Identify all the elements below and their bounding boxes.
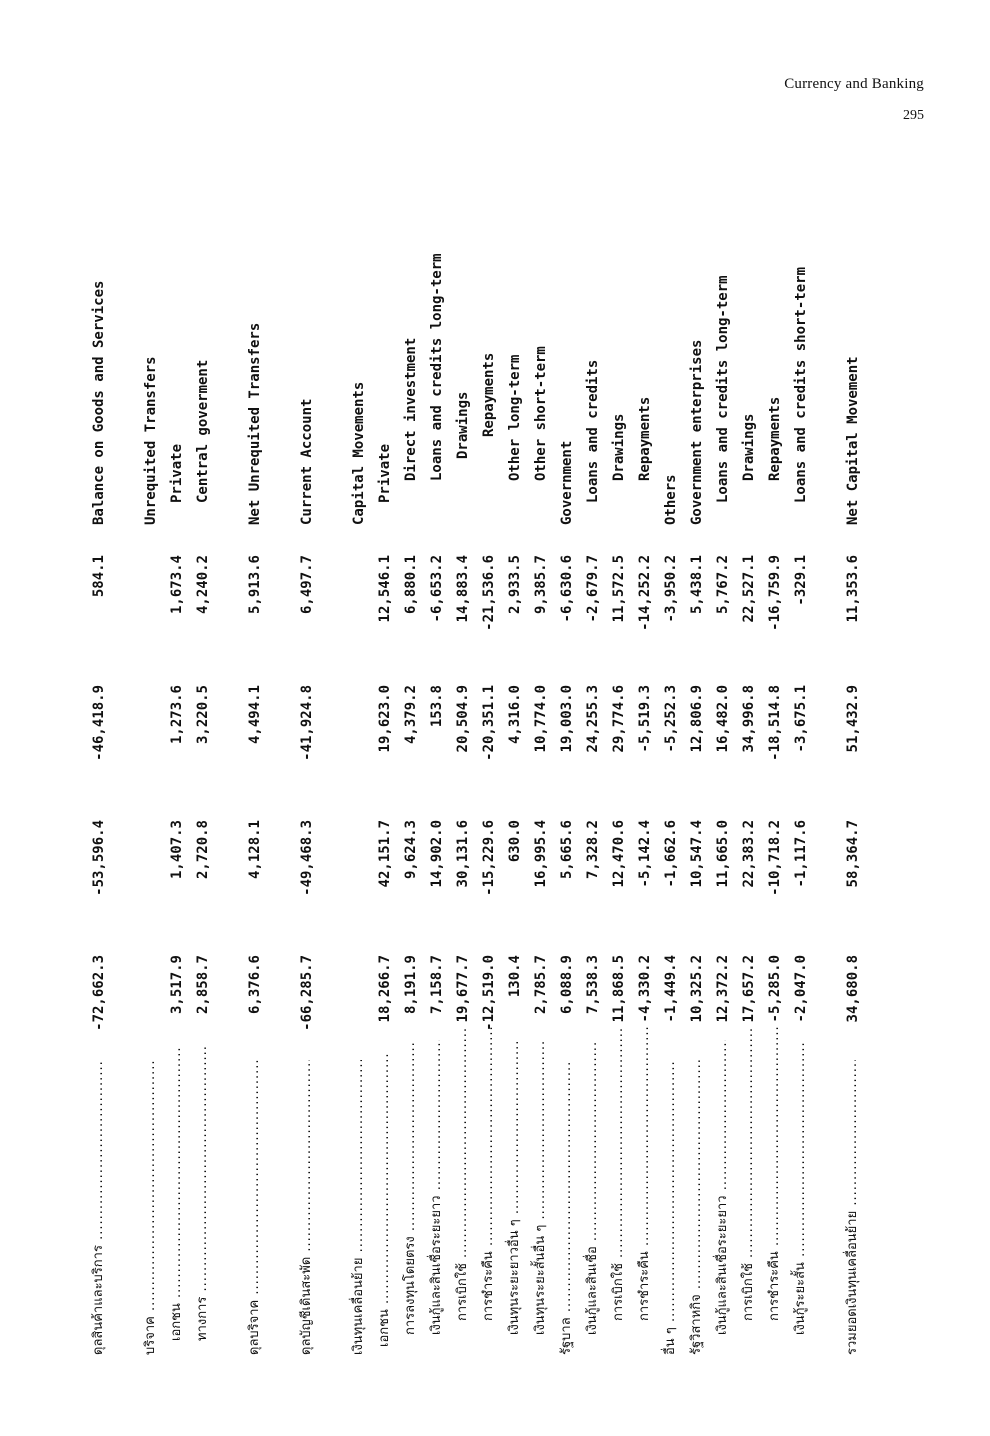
value-col-2: -1,662.6 xyxy=(663,820,679,888)
value-col-4: 584.1 xyxy=(91,555,107,598)
value-col-1: -12,519.0 xyxy=(481,955,497,1031)
thai-label: การชำระคืน ..... xyxy=(476,1026,502,1355)
value-col-1: -2,047.0 xyxy=(793,955,809,1023)
thai-label: บริจาค ..... xyxy=(138,1060,164,1355)
table-row xyxy=(346,215,372,1355)
value-col-2: 5,665.6 xyxy=(559,820,575,880)
english-label: Loans and credits long-term xyxy=(429,253,445,481)
page-number: 295 xyxy=(903,108,924,123)
value-col-3: 4,494.1 xyxy=(247,685,263,745)
english-label: Current Account xyxy=(299,398,315,525)
thai-label: ทางการ ..... xyxy=(190,1046,216,1355)
english-label: Net Unrequited Transfers xyxy=(247,322,263,525)
english-label: Central goverment xyxy=(195,359,211,503)
value-col-2: 14,902.0 xyxy=(429,820,445,888)
value-col-1: 17,657.2 xyxy=(741,955,757,1023)
value-col-2: 42,151.7 xyxy=(377,820,393,888)
value-col-2: -15,229.6 xyxy=(481,820,497,896)
english-label: Private xyxy=(377,443,393,503)
value-col-2: 2,720.8 xyxy=(195,820,211,880)
value-col-1: 2,785.7 xyxy=(533,955,549,1015)
value-col-3: -41,924.8 xyxy=(299,685,315,761)
value-col-3: 24,255.3 xyxy=(585,685,601,753)
value-col-2: -10,718.2 xyxy=(767,820,783,896)
value-col-1: 12,372.2 xyxy=(715,955,731,1023)
value-col-4: 1,673.4 xyxy=(169,555,185,615)
value-col-2: -53,596.4 xyxy=(91,820,107,896)
value-col-3: 29,774.6 xyxy=(611,685,627,753)
value-col-1: 6,376.6 xyxy=(247,955,263,1015)
value-col-2: 11,665.0 xyxy=(715,820,731,888)
english-label: Direct investment xyxy=(403,337,419,481)
value-col-1: 7,158.7 xyxy=(429,955,445,1015)
table-row xyxy=(606,215,632,1355)
value-col-2: 22,383.2 xyxy=(741,820,757,888)
value-col-2: -1,117.6 xyxy=(793,820,809,888)
value-col-1: 18,266.7 xyxy=(377,955,393,1023)
value-col-3: 34,996.8 xyxy=(741,685,757,753)
value-col-2: 1,407.3 xyxy=(169,820,185,880)
value-col-3: 16,482.0 xyxy=(715,685,731,753)
value-col-3: 20,504.9 xyxy=(455,685,471,753)
table-row xyxy=(502,215,528,1355)
value-col-3: 51,432.9 xyxy=(845,685,861,753)
value-col-4: 12,546.1 xyxy=(377,555,393,623)
value-col-3: -18,514.8 xyxy=(767,685,783,761)
thai-label: ดุลบัญชีเดินสะพัด ..... xyxy=(294,1060,320,1355)
thai-label: เอกชน ..... xyxy=(164,1046,190,1355)
value-col-4: 2,933.5 xyxy=(507,555,523,615)
value-col-2: 9,624.3 xyxy=(403,820,419,880)
thai-label: เงินทุนระยะสั้นอื่น ๆ ..... xyxy=(528,1040,554,1355)
english-label: Drawings xyxy=(611,413,627,481)
value-col-4: 22,527.1 xyxy=(741,555,757,623)
value-col-2: -5,142.4 xyxy=(637,820,653,888)
english-label: Drawings xyxy=(741,413,757,481)
value-col-1: 19,677.7 xyxy=(455,955,471,1023)
english-label: Other short-term xyxy=(533,346,549,481)
table-row xyxy=(398,215,424,1355)
value-col-4: -329.1 xyxy=(793,555,809,606)
value-col-3: 153.8 xyxy=(429,685,445,728)
english-label: Repayments xyxy=(637,396,653,481)
table-row xyxy=(476,215,502,1355)
value-col-4: -3,950.2 xyxy=(663,555,679,623)
value-col-1: -5,285.0 xyxy=(767,955,783,1023)
value-col-4: -6,653.2 xyxy=(429,555,445,623)
value-col-4: 11,353.6 xyxy=(845,555,861,623)
value-col-4: 11,572.5 xyxy=(611,555,627,623)
value-col-4: 9,385.7 xyxy=(533,555,549,615)
value-col-1: 6,088.9 xyxy=(559,955,575,1015)
value-col-3: 4,316.0 xyxy=(507,685,523,745)
thai-label: เงินกู้และสินเชื่อ ..... xyxy=(580,1040,606,1355)
table-row xyxy=(86,215,112,1355)
value-col-3: -5,519.3 xyxy=(637,685,653,753)
table-row xyxy=(632,215,658,1355)
value-col-3: 3,220.5 xyxy=(195,685,211,745)
value-col-2: 30,131.6 xyxy=(455,820,471,888)
thai-label: เงินทุนเคลื่อนย้าย ..... xyxy=(346,1060,372,1355)
table-row xyxy=(190,215,216,1355)
value-col-3: 10,774.0 xyxy=(533,685,549,753)
page-header-title: Currency and Banking xyxy=(784,76,924,92)
table-row xyxy=(450,215,476,1355)
value-col-4: 6,497.7 xyxy=(299,555,315,615)
thai-label: เงินกู้ระยะสั้น ..... xyxy=(788,1040,814,1355)
table-row xyxy=(242,215,268,1355)
thai-label: รัฐบาล ..... xyxy=(554,1060,580,1355)
value-col-2: 630.0 xyxy=(507,820,523,863)
table-row xyxy=(762,215,788,1355)
value-col-4: 5,767.2 xyxy=(715,555,731,615)
value-col-4: -14,252.2 xyxy=(637,555,653,631)
value-col-1: 2,858.7 xyxy=(195,955,211,1015)
thai-label: การเบิกใช้ ..... xyxy=(736,1026,762,1355)
table-row xyxy=(710,215,736,1355)
table-row xyxy=(788,215,814,1355)
english-label: Capital Movements xyxy=(351,381,367,525)
value-col-4: -2,679.7 xyxy=(585,555,601,623)
value-col-3: 19,003.0 xyxy=(559,685,575,753)
english-label: Private xyxy=(169,443,185,503)
table-row xyxy=(294,215,320,1355)
value-col-4: 5,438.1 xyxy=(689,555,705,615)
value-col-1: 8,191.9 xyxy=(403,955,419,1015)
value-col-2: -49,468.3 xyxy=(299,820,315,896)
value-col-1: 7,538.3 xyxy=(585,955,601,1015)
table-row xyxy=(138,215,164,1355)
table-row xyxy=(840,215,866,1355)
value-col-3: -20,351.1 xyxy=(481,685,497,761)
english-label: Others xyxy=(663,474,679,525)
value-col-1: -66,285.7 xyxy=(299,955,315,1031)
value-col-1: -72,662.3 xyxy=(91,955,107,1031)
english-label: Unrequited Transfers xyxy=(143,356,159,525)
thai-label: ดุลสินค้าและบริการ ..... xyxy=(86,1060,112,1355)
thai-label: การชำระคืน ..... xyxy=(762,1026,788,1355)
table-row xyxy=(372,215,398,1355)
thai-label: การชำระคืน ..... xyxy=(632,1026,658,1355)
english-label: Government enterprises xyxy=(689,339,705,525)
value-col-4: 14,883.4 xyxy=(455,555,471,623)
table-row xyxy=(736,215,762,1355)
value-col-1: -1,449.4 xyxy=(663,955,679,1023)
value-col-4: 4,240.2 xyxy=(195,555,211,615)
english-label: Loans and credits long-term xyxy=(715,275,731,503)
value-col-2: 12,470.6 xyxy=(611,820,627,888)
value-col-3: 12,806.9 xyxy=(689,685,705,753)
value-col-1: 3,517.9 xyxy=(169,955,185,1015)
value-col-4: 6,880.1 xyxy=(403,555,419,615)
thai-label: เงินกู้และสินเชื่อระยะยาว ..... xyxy=(710,1040,736,1355)
english-label: Other long-term xyxy=(507,354,523,481)
value-col-3: 1,273.6 xyxy=(169,685,185,745)
english-label: Balance on Goods and Services xyxy=(91,280,107,525)
table-row xyxy=(554,215,580,1355)
english-label: Repayments xyxy=(481,352,497,437)
thai-label: การลงทุนโดยตรง ..... xyxy=(398,1040,424,1355)
value-col-1: 11,868.5 xyxy=(611,955,627,1023)
value-col-2: 16,995.4 xyxy=(533,820,549,888)
table-row xyxy=(528,215,554,1355)
english-label: Loans and credits xyxy=(585,359,601,503)
table-row xyxy=(164,215,190,1355)
english-label: Repayments xyxy=(767,396,783,481)
thai-label: เงินกู้และสินเชื่อระยะยาว ..... xyxy=(424,1040,450,1355)
english-label: Government xyxy=(559,440,575,525)
value-col-2: 10,547.4 xyxy=(689,820,705,888)
value-col-2: 4,128.1 xyxy=(247,820,263,880)
value-col-4: -6,630.6 xyxy=(559,555,575,623)
thai-label: รวมยอดเงินทุนเคลื่อนย้าย ..... xyxy=(840,1060,866,1355)
value-col-4: 5,913.6 xyxy=(247,555,263,615)
value-col-1: 34,680.8 xyxy=(845,955,861,1023)
value-col-4: -21,536.6 xyxy=(481,555,497,631)
value-col-2: 58,364.7 xyxy=(845,820,861,888)
thai-label: การเบิกใช้ ..... xyxy=(606,1026,632,1355)
thai-label: การเบิกใช้ ..... xyxy=(450,1026,476,1355)
table-row xyxy=(424,215,450,1355)
value-col-3: 19,623.0 xyxy=(377,685,393,753)
value-col-3: 4,379.2 xyxy=(403,685,419,745)
english-label: Drawings xyxy=(455,391,471,459)
value-col-3: -5,252.3 xyxy=(663,685,679,753)
english-label: Net Capital Movement xyxy=(845,356,861,525)
value-col-4: -16,759.9 xyxy=(767,555,783,631)
thai-label: เงินทุนระยะยาวอื่น ๆ ..... xyxy=(502,1040,528,1355)
value-col-1: 10,325.2 xyxy=(689,955,705,1023)
thai-label: อื่น ๆ ..... xyxy=(658,1060,684,1355)
value-col-3: -3,675.1 xyxy=(793,685,809,753)
value-col-3: -46,418.9 xyxy=(91,685,107,761)
rotated-balance-table xyxy=(82,215,882,1355)
thai-label: เอกชน ..... xyxy=(372,1052,398,1355)
thai-label: ดุลบริจาค ..... xyxy=(242,1060,268,1355)
table-row xyxy=(684,215,710,1355)
thai-label: รัฐวิสาหกิจ ..... xyxy=(684,1060,710,1355)
english-label: Loans and credits short-term xyxy=(793,266,809,503)
table-row xyxy=(580,215,606,1355)
value-col-1: 130.4 xyxy=(507,955,523,998)
value-col-2: 7,328.2 xyxy=(585,820,601,880)
table-row xyxy=(658,215,684,1355)
value-col-1: -4,330.2 xyxy=(637,955,653,1023)
